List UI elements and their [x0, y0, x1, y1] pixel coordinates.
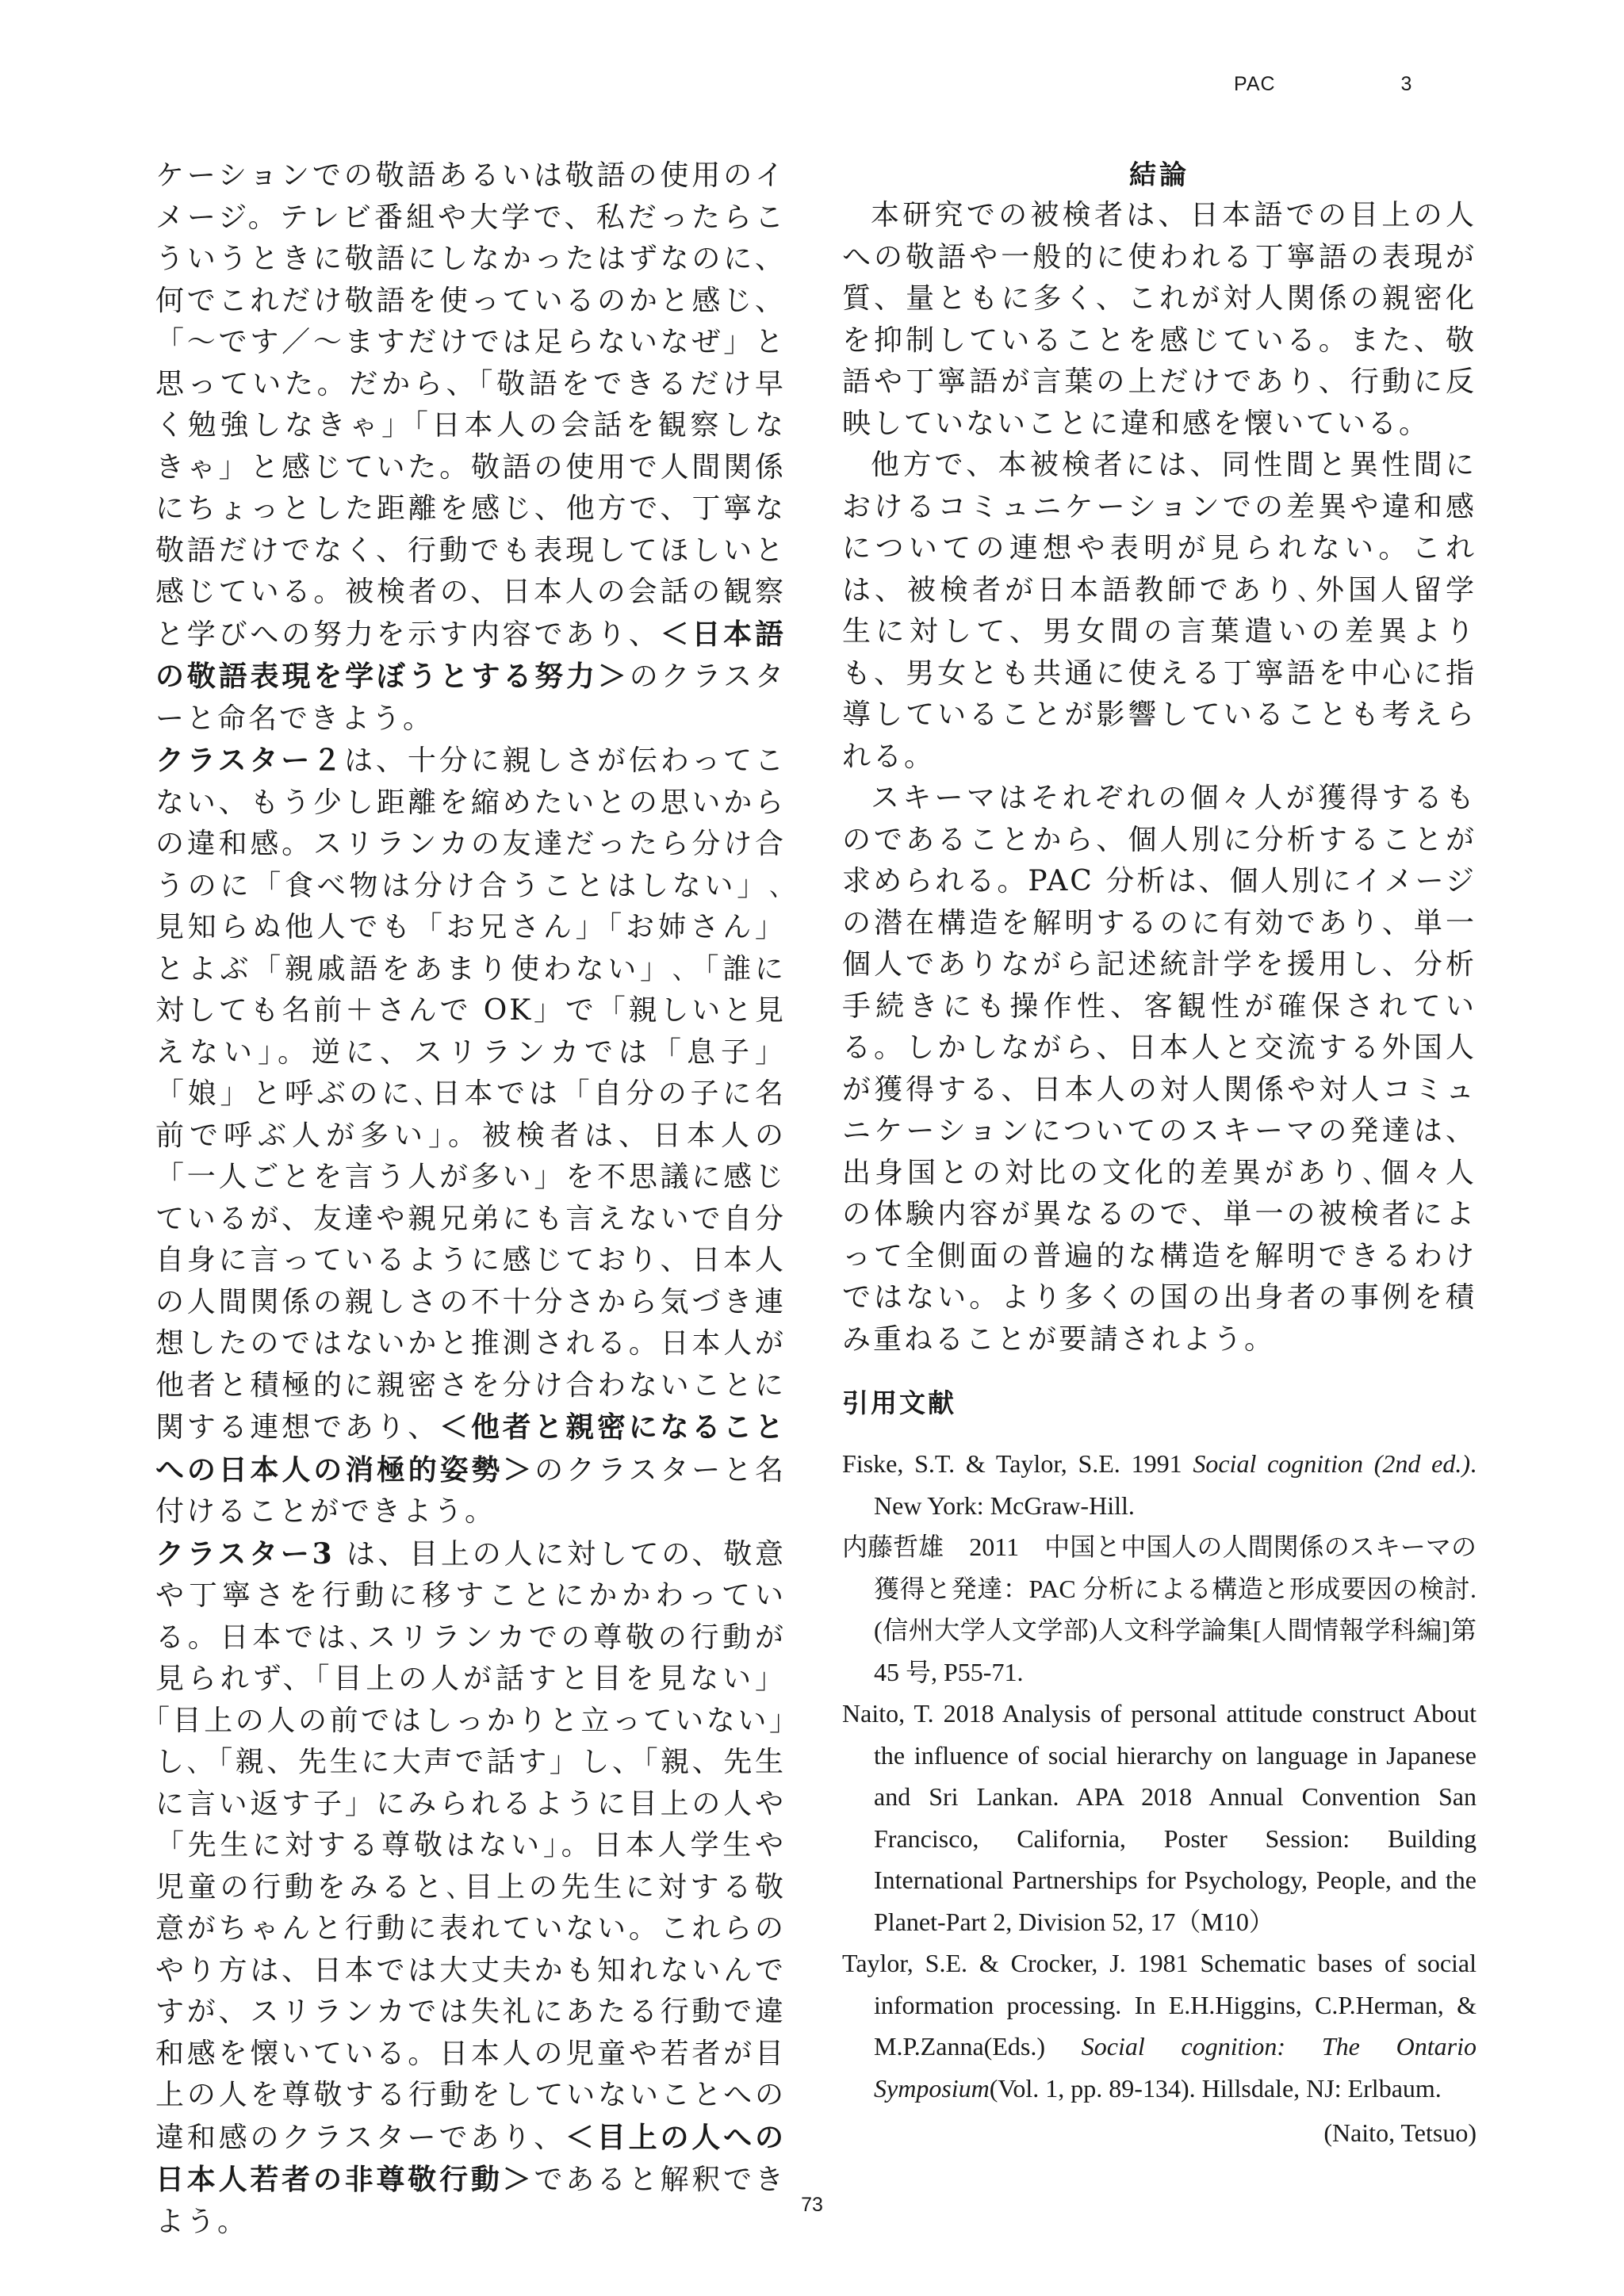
- conclusion-heading: 結論: [1129, 159, 1189, 191]
- conclusion-paragraph-2: 他方で、本被検者には、同性間と異性間におけるコミュニケーションでの差異や違和感についての連想や表明が見られない。これは、被検者が日本語教師であり､外国人留学生に対して、男女間の言葉遣いの差異よりも、男女とも共通に使える丁寧語を中心に指導していることが影響していることも考えられる。: [842, 449, 1477, 773]
- reference-taylor-crocker: [842, 1942, 1477, 2109]
- reference-naito-2018: [842, 1693, 1477, 1942]
- author-note: (Naito, Tetsuo): [1323, 2118, 1477, 2147]
- paragraph-text: のクラスターと命名できよう。: [155, 660, 786, 735]
- reference-book-title: Social cognition: The Ontario Symposium: [874, 2032, 1477, 2103]
- cluster-2-name: ＜他者と親密になることへの日本人の消極的姿勢＞: [155, 1410, 786, 1487]
- paragraph-text: は、十分に親しさが伝わってこない、もう少し距離を縮めたいとの思いからの違和感。スリランカの友達だったら分け合うのに「食べ物は分け合うことはしない」､見知らぬ他人でも「お兄さん」「お姉さん」とよぶ「親戚語をあまり使わない」､「誰に対しても名前＋さんで OK」で「親しいと見えない」。逆に、スリランカでは「息子」「娘」と呼ぶのに､日本では「自分の子に名前で呼ぶ人が多い」。被検者は、日本人の「一人ごとを言う人が多い」を不思議に感じているが、友達や親兄弟にも言えないで自分自身に言っているように感じており、日本人の人間関係の親しさの不十分さから気づき連想したのではないかと推測される。日本人が他者と積極的に親密さを分け合わないことに関する連想であり、: [155, 744, 787, 1444]
- running-head: [1234, 73, 1412, 96]
- reference-naito-2011: [842, 1526, 1477, 1693]
- page-folio: 73: [801, 2194, 823, 2216]
- conclusion-paragraph-3: スキーマはそれぞれの個々人が獲得するものであることから、個人別に分析することが求められる。PAC 分析は、個人別にイメージの潜在構造を解明するのに有効であり、単一個人でありながら記述統計学を援用し、分析手続きにも操作性、客観性が確保されている。しかしながら、日本人と交流する外国人が獲得する、日本人の対人関係や対人コミュニケーションについてのスキーマの発達は、出身国との対比の文化的差異があり､個々人の体験内容が異なるので、単一の被検者によって全側面の普遍的な構造を解明できるわけではない。より多くの国の出身者の事例を積み重ねることが要請されよう。: [842, 782, 1477, 1356]
- page-number: 3: [1400, 73, 1413, 95]
- cluster-2-paragraph: [155, 740, 786, 1533]
- paragraph-text: であると解釈できよう。: [155, 2164, 786, 2238]
- reference-text: . New York: McGraw-Hill.: [874, 1449, 1477, 1520]
- reference-fiske-taylor: [842, 1443, 1477, 1526]
- cluster-2-label: クラスター２: [155, 744, 345, 777]
- right-column: [842, 155, 1477, 2153]
- paragraph-text: のクラスターと名付けることができよう。: [155, 1453, 786, 1528]
- paragraph-text: は、目上の人に対しての、敬意や丁寧さを行動に移すことにかかわっている。日本では､スリランカでの尊敬の行動が見られず、「目上の人が話すと目を見ない」｢目上の人の前ではしっかりと立っていない」し､「親、先生に大声で話す」し、「親、先生に言い返す子」にみられるように目上の人や「先生に対する尊敬はない」。日本人学生や児童の行動をみると､目上の先生に対する敬意がちゃんと行動に表れていない。これらのやり方は、日本では大丈夫かも知れないんですが、スリランカでは失礼にあたる行動で違和感を懐いている。日本人の児童や若者が目上の人を尊敬する行動をしていないことへの違和感のクラスターであり、: [155, 1537, 786, 2154]
- reference-book-title: Social cognition (2nd ed.): [1193, 1449, 1471, 1478]
- conclusion-paragraph-1: 本研究での被検者は、日本語での目上の人への敬語や一般的に使われる丁寧語の表現が質、量ともに多く、これが対人関係の親密化を抑制していることを感じている。また、敬語や丁寧語が言葉の上だけであり、行動に反映していないことに違和感を懐いている。: [842, 199, 1477, 440]
- reference-text: 内藤哲雄 2011 中国と中国人の人間関係のスキーマの獲得と発達：PAC 分析による構造と形成要因の検討. (信州大学人文学部)人文科学論集[人間情報学科編]第 45 号, P55-71.: [842, 1533, 1477, 1686]
- cluster-1-name: ＜日本語の敬語表現を学ぼうとする努力＞: [155, 617, 786, 693]
- cluster-3-paragraph: [155, 1533, 786, 2244]
- reference-text: Fiske, S.T. & Taylor, S.E. 1991: [842, 1449, 1193, 1478]
- left-column: [155, 155, 786, 2243]
- reference-text: (Vol. 1, pp. 89-134). Hillsdale, NJ: Erlbaum.: [989, 2073, 1442, 2103]
- cluster-1-paragraph: [155, 155, 786, 740]
- cluster-3-name: ＜目上の人への日本人若者の非尊敬行動＞: [155, 2120, 786, 2196]
- reference-text: Taylor, S.E. & Crocker, J. 1981 Schematic bases of social information processing. In E.H.Higgins, C.P.Herman, & M.P.Zanna(Eds.): [842, 1949, 1477, 2061]
- running-title: PAC: [1234, 73, 1276, 95]
- references-heading: 引用文献: [842, 1387, 956, 1418]
- paragraph-text: ケーションでの敬語あるいは敬語の使用のイメージ。テレビ番組や大学で、私だったらこういうときに敬語にしなかったはずなのに、何でこれだけ敬語を使っているのかと感じ、「～です／～ますだけでは足らないなぜ」と思っていた。だから、「敬語をできるだけ早く勉強しなきゃ」「日本人の会話を観察しなきゃ」と感じていた。敬語の使用で人間関係にちょっとした距離を感じ、他方で、丁寧な敬語だけでなく、行動でも表現してほしいと感じている。被検者の、日本人の会話の観察と学びへの努力を示す内容であり、: [155, 159, 786, 651]
- reference-text: Naito, T. 2018 Analysis of personal attitude construct About the influence of social hierarchy on language in Japanese and Sri Lankan. APA 2018 Annual Convention San Francisco, California, Poster Session: Building International Partnerships for Psychology, People, and the Planet-Part 2, Division 52, 17（M10）: [842, 1699, 1477, 1936]
- cluster-3-label: クラスター3: [155, 1536, 335, 1571]
